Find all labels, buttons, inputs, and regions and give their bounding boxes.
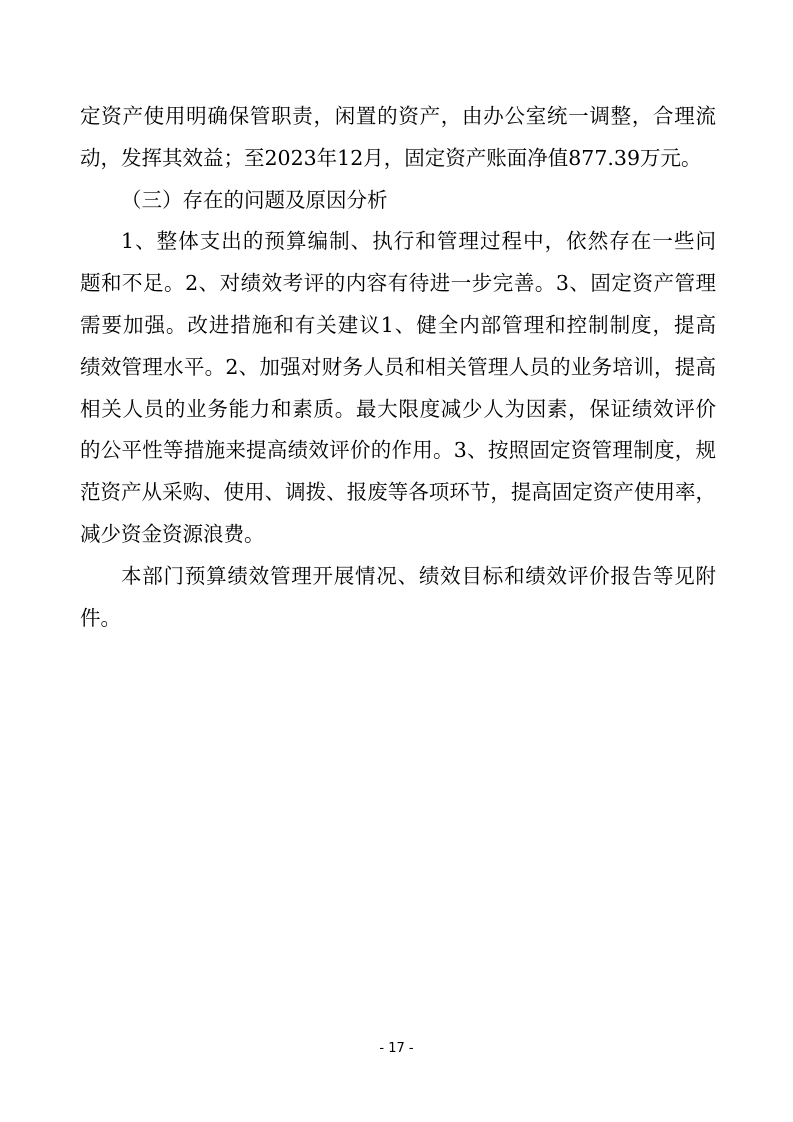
heading-text: （三）存在的问题及原因分析 bbox=[121, 187, 388, 212]
text-line: 减少资金资源浪费。 bbox=[80, 521, 265, 546]
text-line: 件。 bbox=[80, 605, 121, 630]
page-number: - 17 - bbox=[379, 1041, 414, 1056]
paragraph-assets-continued bbox=[80, 96, 716, 180]
text-line: 题和不足。2、对绩效考评的内容有待进一步完善。3、固定资产管理 bbox=[80, 271, 716, 296]
text-line: 1、整体支出的预算编制、执行和管理过程中，依然存在一些问 bbox=[121, 229, 716, 254]
text-line: 动，发挥其效益；至2023年12月，固定资产账面净值877.39万元。 bbox=[80, 145, 702, 170]
text-line: 绩效管理水平。2、加强对财务人员和相关管理人员的业务培训，提高 bbox=[80, 354, 716, 379]
paragraph-problems-and-measures bbox=[80, 221, 716, 555]
paragraph-attachment-note bbox=[80, 556, 716, 640]
text-line: 定资产使用明确保管职责，闲置的资产，由办公室统一调整，合理流 bbox=[80, 104, 716, 128]
section-heading bbox=[80, 180, 716, 222]
document-body bbox=[80, 96, 716, 639]
text-line: 需要加强。改进措施和有关建议1、健全内部管理和控制制度，提高 bbox=[80, 312, 716, 337]
text-line: 范资产从采购、使用、调拨、报废等各项环节，提高固定资产使用率， bbox=[80, 480, 716, 505]
text-line: 的公平性等措施来提高绩效评价的作用。3、按照固定资管理制度，规 bbox=[80, 438, 716, 463]
text-line: 相关人员的业务能力和素质。最大限度减少人为因素，保证绩效评价 bbox=[80, 396, 716, 421]
text-line: 本部门预算绩效管理开展情况、绩效目标和绩效评价报告等见附 bbox=[121, 563, 716, 588]
